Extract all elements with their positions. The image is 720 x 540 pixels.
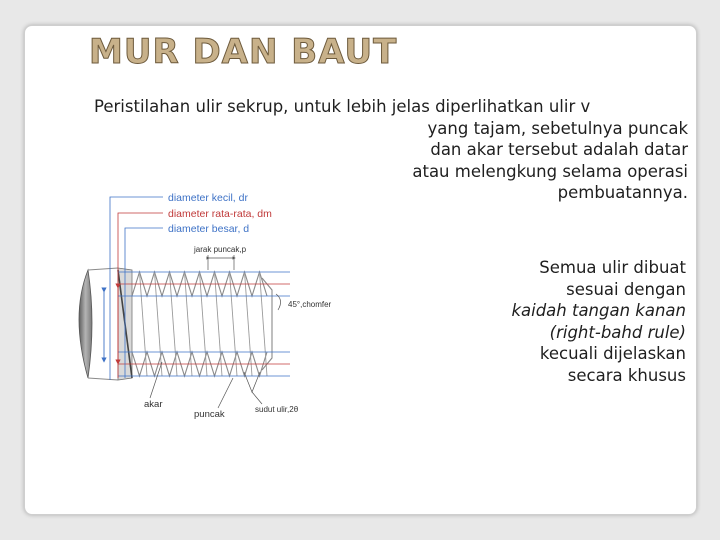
rule-line-italic: kaidah tangan kanan — [511, 301, 686, 320]
thread-helix-line — [155, 272, 163, 376]
rule-line-italic: (right-bahd rule) — [549, 322, 686, 342]
head-edge — [88, 268, 118, 270]
thread-helix-line — [215, 272, 223, 376]
paragraph-line: pembuatannya. — [557, 183, 688, 202]
label-chamfer: 45°,chomfer — [288, 300, 332, 309]
label-crest: puncak — [194, 409, 225, 420]
bolt-head-shape — [79, 270, 92, 378]
label-pitch: jarak puncak,p — [194, 245, 247, 254]
label-root: akar — [144, 399, 163, 410]
thread-profile — [132, 272, 267, 376]
rule-line: Semua ulir dibuat — [539, 258, 686, 277]
label-minor-diameter: diameter kecil, dr — [168, 192, 248, 204]
thread-helix-line — [245, 272, 253, 376]
head-edge — [88, 378, 118, 380]
thread-helix-line — [230, 272, 238, 376]
thread-helix-line — [260, 272, 268, 376]
crest-leader — [218, 378, 233, 408]
label-pitch-diameter: diameter rata-rata, dm — [168, 208, 272, 220]
thread-helix-line — [140, 272, 148, 376]
paragraph-line: atau melengkung selama operasi — [412, 161, 688, 181]
label-thread-angle: sudut ulir,2θ — [255, 405, 299, 414]
rule-line: sesuai dengan — [566, 279, 686, 299]
paragraph-line: dan akar tersebut adalah datar — [430, 140, 688, 159]
rule-line: secara khusus — [567, 365, 686, 385]
slide-title: MUR DAN BAUT — [89, 32, 398, 72]
angle-leader — [252, 392, 262, 404]
thread-helix-line — [200, 272, 208, 376]
thread-helix-line — [170, 272, 178, 376]
label-major-diameter: diameter besar, d — [168, 223, 250, 235]
paragraph-line: Peristilahan ulir sekrup, untuk lebih jelas diperlihatkan ulir v — [94, 97, 591, 116]
rule-line: kecuali dijelaskan — [539, 344, 686, 363]
thread-helix-line — [185, 272, 193, 376]
paragraph-line: yang tajam, sebetulnya puncak — [427, 118, 688, 138]
